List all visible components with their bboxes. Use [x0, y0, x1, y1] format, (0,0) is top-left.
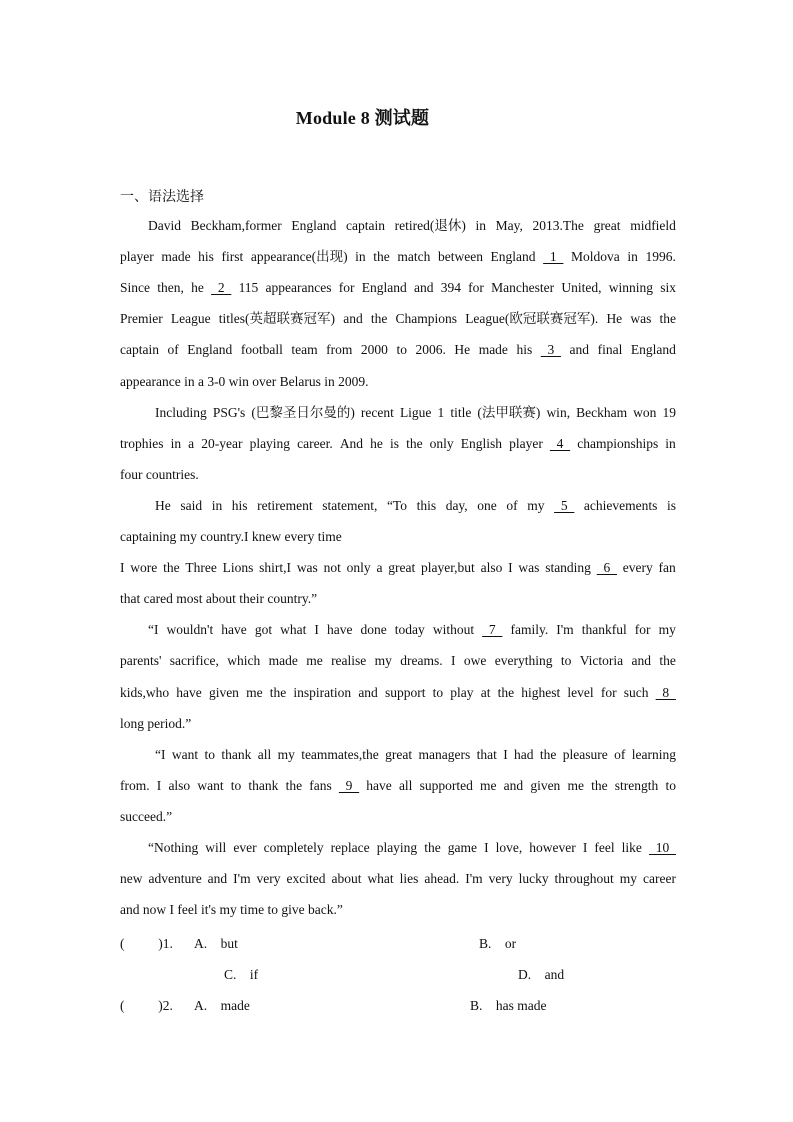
answer-blank: 9 [338, 777, 360, 793]
passage-line: succeed.” [120, 808, 173, 824]
passage-line: long period.” [120, 715, 192, 731]
passage-line: captain of England football team from 2000 to 2006. He made his 3 and final England [120, 340, 676, 360]
answer-blank: 10 [648, 840, 676, 855]
passage-line: from. I also want to thank the fans 9 have all supported me and given me the strength to [120, 776, 676, 796]
passage-line: player made his first appearance(出现) in the match between England 1 Moldova in 1996. [120, 247, 676, 267]
passage-line: “Nothing will ever completely replace playing the game I love, however I feel like 10 [148, 838, 676, 858]
answer-blank: 4 [549, 435, 571, 451]
passage-line: that cared most about their country.” [120, 591, 318, 607]
passage-line: kids,who have given me the inspiration and support to play at the highest level for such 8 [120, 683, 676, 703]
question-1-option-b: B. or [479, 936, 517, 951]
answer-blank: 8 [655, 684, 676, 700]
passage-line: Since then, he 2 115 appearances for England and 394 for Manchester United, winning six [120, 278, 676, 298]
passage-line: captaining my country.I knew every time [120, 529, 342, 544]
question-1-option-d: D. and [518, 967, 565, 982]
question-2-option-b: B. has made [470, 998, 547, 1013]
question-1-number: ( )1. [120, 936, 173, 951]
question-2-number: ( )2. [120, 998, 173, 1013]
passage-line: David Beckham,former England captain retired(退休) in May, 2013.The great midfield [148, 218, 676, 233]
answer-blank: 3 [540, 342, 562, 358]
question-2-option-a: A. made [194, 998, 250, 1013]
passage-line: and now I feel it's my time to give back.” [120, 902, 343, 918]
answer-blank: 2 [211, 280, 232, 296]
passage-line: new adventure and I'm very excited about what lies ahead. I'm very lucky throughout my career [120, 871, 676, 887]
passage-line: He said in his retirement statement, “To this day, one of my 5 achievements is [155, 496, 676, 516]
passage-line: appearance in a 3-0 win over Belarus in 2009. [120, 373, 369, 389]
passage-line: trophies in a 20-year playing career. And he is the only English player 4 championships in [120, 434, 676, 454]
passage-line: “I want to thank all my teammates,the great managers that I had the pleasure of learning [155, 746, 676, 762]
passage-line: “I wouldn't have got what I have done today without 7 family. I'm thankful for my [148, 620, 676, 640]
passage-line: parents' sacrifice, which made me realise my dreams. I owe everything to Victoria and the [120, 653, 676, 669]
answer-blank: 7 [482, 622, 503, 638]
section-heading: 一、语法选择 [120, 190, 204, 205]
passage-line: Premier League titles(英超联赛冠军) and the Champions League(欧冠联赛冠军). He was the [120, 311, 676, 327]
passage-line: four countries. [120, 466, 199, 482]
answer-blank: 6 [596, 560, 617, 576]
question-1-option-c: C. if [224, 967, 259, 982]
answer-blank: 1 [543, 249, 564, 265]
passage-line: Including PSG's (巴黎圣日尔曼的) recent Ligue 1 title (法甲联赛) win, Beckham won 19 [155, 404, 676, 420]
passage-line: I wore the Three Lions shirt,I was not only a great player,but also I was standing 6 every fan [120, 558, 676, 578]
question-1-option-a: A. but [194, 936, 238, 951]
answer-blank: 5 [554, 497, 575, 513]
document-title: Module 8 测试题 [295, 108, 430, 128]
